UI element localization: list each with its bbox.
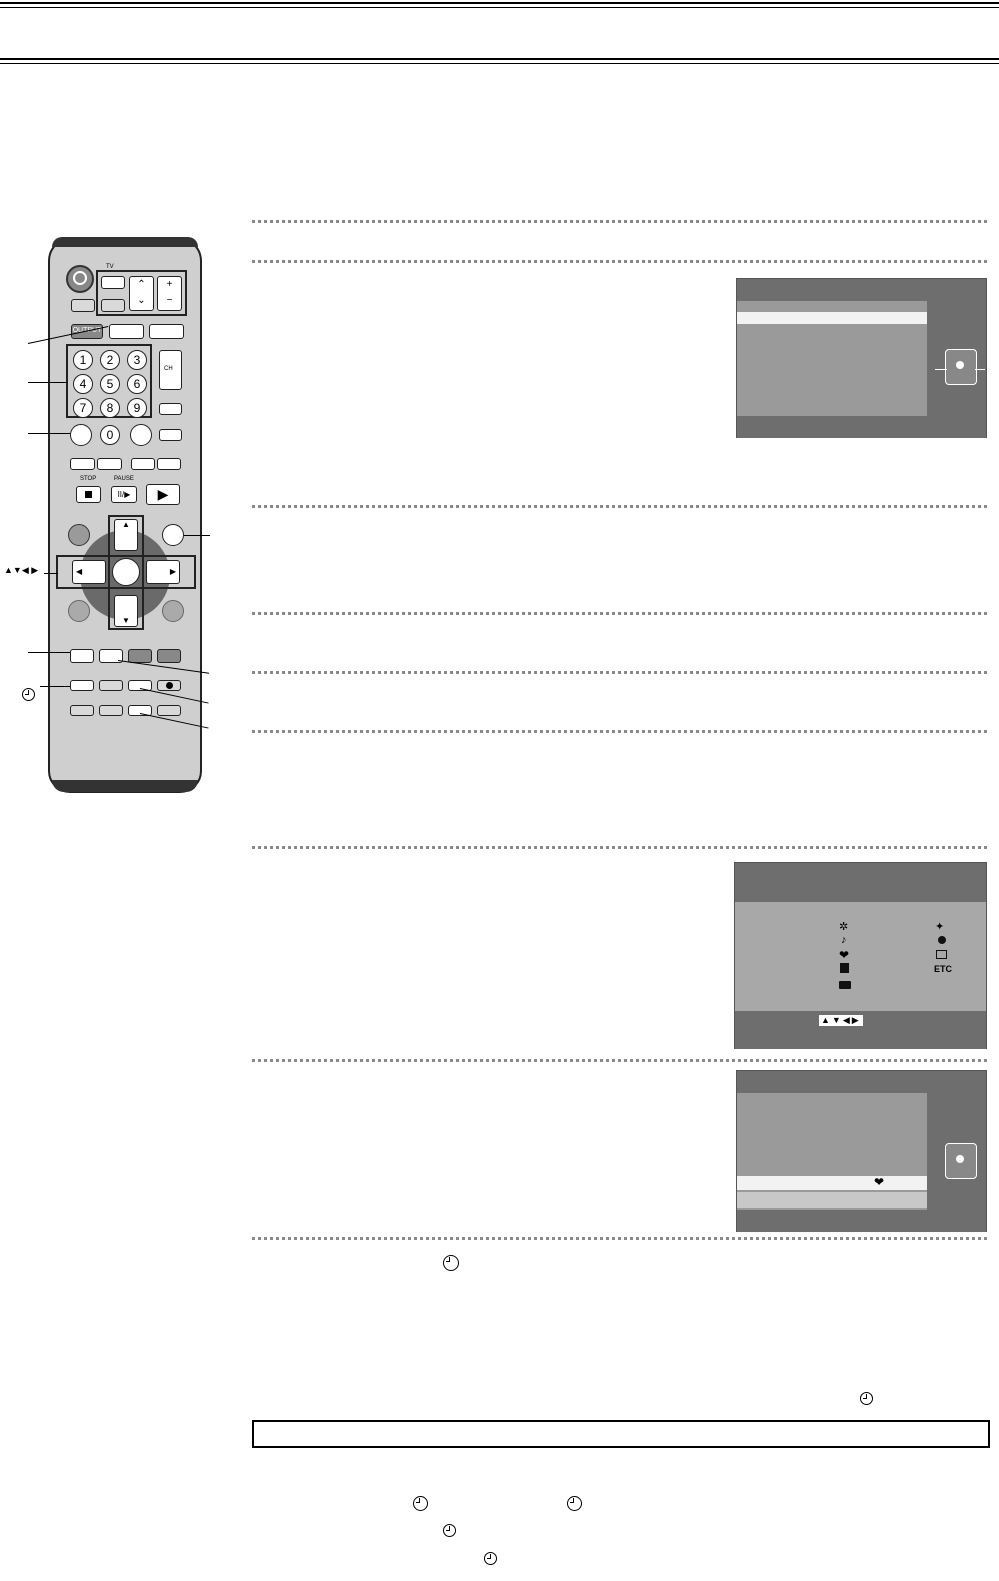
color-button-red[interactable] <box>70 649 94 663</box>
remote-button[interactable] <box>71 299 95 312</box>
separator <box>252 1237 987 1240</box>
callout-line <box>935 369 947 370</box>
rewind-button[interactable] <box>131 458 155 470</box>
stop-button[interactable] <box>76 486 101 503</box>
header-rule-top <box>0 2 999 4</box>
number-button-2[interactable]: 2 <box>100 350 120 370</box>
remote-button[interactable] <box>70 705 94 716</box>
callout-line <box>44 573 58 574</box>
dpad-enter-button[interactable] <box>112 558 140 586</box>
heart-icon: ❤ <box>839 948 850 962</box>
round-button-bottom-right[interactable] <box>162 600 184 622</box>
menu-screen-1 <box>736 278 987 438</box>
dpad-right-button[interactable]: ▶ <box>146 560 180 584</box>
ch-label: CH <box>164 366 173 372</box>
number-button-3[interactable]: 3 <box>127 350 147 370</box>
header-rule-bottom <box>0 58 999 60</box>
genre-screen <box>734 862 987 1049</box>
film-icon: ✲ <box>839 921 849 933</box>
screen-highlight-row <box>737 1176 927 1190</box>
remote-button[interactable] <box>109 324 144 339</box>
number-button-7[interactable]: 7 <box>73 398 93 418</box>
skip-back-button[interactable] <box>70 458 95 470</box>
header-rule-top-thin <box>0 7 999 8</box>
separator <box>252 260 987 263</box>
nav-pad-enter <box>956 1155 964 1163</box>
screen-lower-row <box>737 1192 927 1208</box>
round-button-bottom-left[interactable] <box>68 600 90 622</box>
header-rule-bottom-thin <box>0 63 999 64</box>
callout-line <box>28 382 68 383</box>
book-icon <box>840 963 849 973</box>
round-button-top-right[interactable] <box>162 524 184 546</box>
timer-button[interactable] <box>70 680 94 691</box>
pause-label: PAUSE <box>114 476 134 482</box>
power-icon <box>73 271 87 285</box>
remote-top-cap <box>52 237 198 247</box>
separator <box>252 505 987 508</box>
stop-label: STOP <box>80 476 97 482</box>
round-button-top-left[interactable] <box>68 524 90 546</box>
screen-header-bar <box>737 279 986 301</box>
page-up-button[interactable] <box>159 403 182 415</box>
remote-round-button[interactable] <box>130 424 152 446</box>
heart-icon: ❤ <box>874 1175 885 1189</box>
number-button-8[interactable]: 8 <box>100 398 120 418</box>
play-button[interactable]: ▶ <box>146 484 180 505</box>
dpad-left-button[interactable]: ◀ <box>72 560 106 584</box>
record-button[interactable] <box>157 680 181 691</box>
arrows-label: ▲▼◀ ▶ <box>4 565 39 575</box>
callout-line <box>975 369 985 370</box>
screen-highlight-row <box>737 312 927 324</box>
music-icon: ♪ <box>841 934 847 946</box>
timer-clock-icon <box>860 1392 873 1405</box>
separator <box>252 671 987 674</box>
timer-clock-icon <box>567 1496 582 1511</box>
timer-clock-icon <box>413 1496 428 1511</box>
number-button-9[interactable]: 9 <box>127 398 147 418</box>
timer-clock-icon <box>22 688 35 701</box>
genre-nav-arrows: ▲▼◀▶ <box>821 1015 861 1025</box>
callout-line <box>40 686 70 687</box>
dpad-down-button[interactable]: ▼ <box>114 595 138 627</box>
menu-screen-2 <box>736 1070 987 1232</box>
nav-pad-enter <box>956 361 964 369</box>
stop-icon <box>85 491 92 498</box>
genre-body <box>735 902 986 1011</box>
output-button[interactable] <box>71 324 103 339</box>
number-button-6[interactable]: 6 <box>127 374 147 394</box>
color-button-blue[interactable] <box>157 649 181 663</box>
callout-line <box>28 433 70 434</box>
remote-button[interactable] <box>101 299 125 312</box>
separator <box>252 1059 987 1062</box>
tv-volume-button[interactable]: + − <box>157 276 182 311</box>
dpad-up-button[interactable]: ▲ <box>114 519 138 551</box>
output-label: OUTPUT <box>72 327 102 334</box>
callout-line <box>184 535 210 536</box>
remote-button[interactable] <box>99 680 123 691</box>
remote-round-button[interactable] <box>70 424 92 446</box>
etc-icon: ETC <box>934 964 952 974</box>
news-icon <box>936 950 947 959</box>
separator <box>252 846 987 849</box>
pause-button[interactable]: II/▶ <box>111 486 137 503</box>
screen-header-bar <box>737 1071 986 1093</box>
remote-button[interactable] <box>99 705 123 716</box>
record-icon <box>166 682 173 689</box>
number-button-5[interactable]: 5 <box>100 374 120 394</box>
screen-footer-bar <box>737 1210 986 1232</box>
timer-clock-icon <box>443 1524 456 1537</box>
ball-icon <box>938 936 946 944</box>
separator <box>252 730 987 733</box>
screen-header-bar <box>735 863 986 902</box>
number-button-0[interactable]: 0 <box>100 425 120 445</box>
remote-button[interactable] <box>149 324 184 339</box>
note-box <box>252 1420 990 1448</box>
skip-forward-button[interactable] <box>97 458 122 470</box>
color-button-yellow[interactable] <box>128 649 152 663</box>
separator <box>252 612 987 615</box>
number-button-4[interactable]: 4 <box>73 374 93 394</box>
tv-channel-button[interactable]: ⌃ ⌄ <box>129 276 154 311</box>
callout-line <box>28 652 70 653</box>
timer-clock-icon <box>484 1552 497 1565</box>
timer-clock-icon <box>443 1255 459 1271</box>
separator <box>252 220 987 223</box>
page-down-button[interactable] <box>159 429 182 441</box>
tv-power-button[interactable] <box>101 276 125 289</box>
remote-button[interactable] <box>157 705 181 716</box>
screen-footer-bar <box>737 416 986 438</box>
sports-icon: ✦ <box>935 921 945 933</box>
fast-forward-button[interactable] <box>157 458 181 470</box>
remote-bottom-cap <box>52 780 198 792</box>
camera-icon <box>839 981 851 989</box>
power-button[interactable] <box>66 265 94 293</box>
tv-label: TV <box>106 264 114 270</box>
number-button-1[interactable]: 1 <box>73 350 93 370</box>
